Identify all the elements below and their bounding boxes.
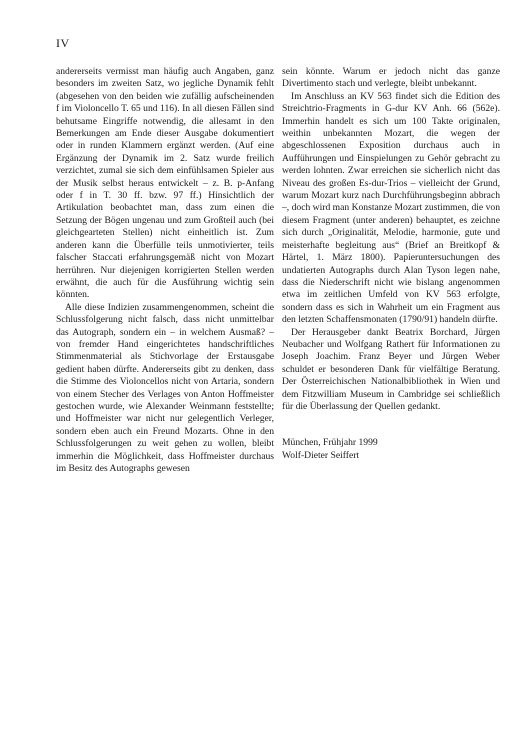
paragraph: sein könnte. Warum er jedoch nicht das ganze Divertimento stach und verlegte, bleibt unbekannt. [282,66,500,90]
paragraph: Alle diese Indizien zusammengenommen, scheint die Schlussfolgerung nicht falsch, dass nicht unmittelbar das Autograph, sondern ein – in welchem Ausmaß? – von fremder Hand eingerichtetes handschriftliches Stimmenmaterial als Stichvorlage der Erstausgabe gedient haben dürfte. Andererseits gibt zu denken, dass die Stimme des Violoncellos nicht von Artaria, sondern von einem Stecher des Verlages von Anton Hoffmeister gestochen wurde, wie Alexander Weinmann feststellte; und Hoffmeister war nicht nur gelegentlich Verleger, sondern eben auch ein Freund Mozarts. Ohne in den Schlussfolgerungen zu weit gehen zu wollen, bleibt immerhin die Möglichkeit, dass Hoffmeister durchaus im Besitz des Autographs gewesen [56,301,274,474]
paragraph: andererseits vermisst man häufig auch Angaben, ganz besonders im zweiten Satz, wo jegliche Dynamik fehlt (abgesehen von den beiden wie zufällig aufscheinenden f im Violoncello T. 65 und 116). In all diesen Fällen sind behutsame Eingriffe notwendig, die allesamt in den Bemerkungen am Ende dieser Ausgabe dokumentiert oder in runden Klammern ergänzt werden. (Auf eine Ergänzung der Dynamik im 2. Satz wurde freilich verzichtet, zumal sie sich dem einfühlsamen Spieler aus der Musik selbst heraus entwickelt – z. B. p-Anfang oder f in T. 30 ff. bzw. 97 ff.) Hinsichtlich der Artikulation beobachtet man, dass zum einen die Setzung der Bögen ungenau und zum Großteil auch (bei gleichgearteten Stellen) nicht einheitlich ist. Zum anderen kann die Überfülle teils unmotivierter, teils falscher Staccati erfahrungsgemäß nicht von Mozart herrühren. Nur diejenigen korrigierten Stellen werden erwähnt, die auch für die Ausführung wichtig sein könnten. [56,66,274,301]
signature-block [282,437,500,462]
paragraph: Im Anschluss an KV 563 findet sich die Edition des Streichtrio-Fragments in G-dur KV Anh. 66 (562e). Immerhin handelt es sich um 100 Takte originalen, weithin unbekannten Mozart, die wegen der abgeschlossenen Exposition durchaus auch in Aufführungen und Einspielungen zu Gehör gebracht zu werden lohnten. Zwar erreichen sie sicherlich nicht das Niveau des großen Es-dur-Trios – vielleicht der Grund, warum Mozart kurz nach Durchführungsbeginn abbrach –, doch wird man Konstanze Mozart zustimmen, die von diesem Fragment (unter anderen) behauptet, es zeichne sich durch „Originalität, Melodie, harmonie, gute und meisterhafte begleitung aus“ (Brief an Breitkopf & Härtel, 1. März 1800). Papieruntersuchungen des undatierten Autographs durch Alan Tyson legen nahe, dass die Niederschrift nicht wie bislang angenommen etwa im zeitlichen Umfeld von KV 563 erfolgte, sondern dass es sich in Wahrheit um ein Fragment aus den letzten Schaffensmonaten (1790/91) handeln dürfte. [282,90,500,326]
place-date: München, Frühjahr 1999 [282,437,378,449]
left-column [56,66,274,475]
page-number: IV [56,36,70,50]
author-name: Wolf-Dieter Seiffert [282,449,360,461]
paragraph: Der Herausgeber dankt Beatrix Borchard, Jürgen Neubacher und Wolfgang Rathert für Informationen zu Joseph Joachim. Franz Beyer und Jürgen Weber schuldet er besonderen Dank für vielfältige Beratung. Der Österreichischen Nationalbibliothek in Wien und dem Fitzwilliam Museum in Cambridge sei schließlich für die Überlassung der Quellen gedankt. [282,326,500,412]
right-column [282,66,500,462]
